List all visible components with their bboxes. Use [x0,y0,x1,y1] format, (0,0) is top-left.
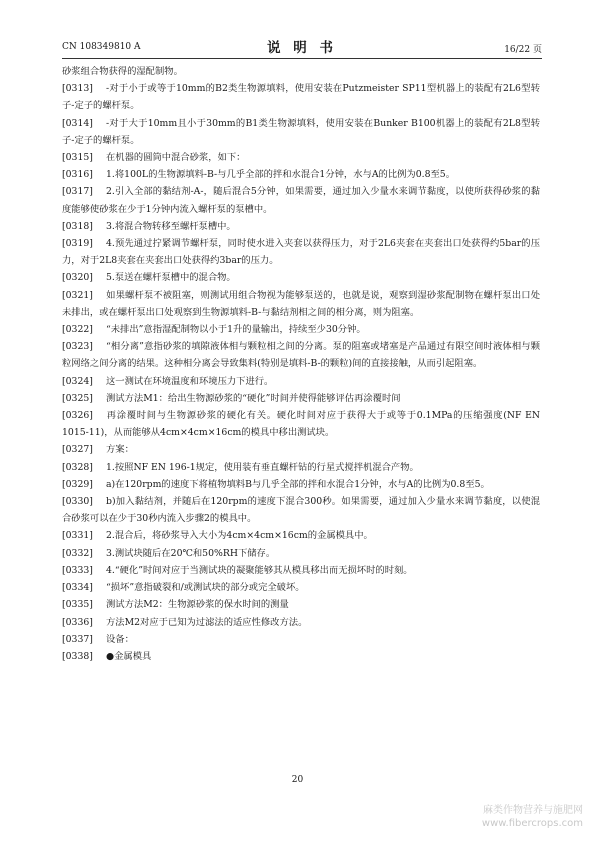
paragraph-text: 4.“硬化”时间对应于当测试块的凝聚能够其从模具移出而无损坏时的时刻。 [106,564,413,576]
watermark [482,804,583,830]
paragraph-text: “未排出”意指湿配制物以小于1升的量输出，持续至少30分钟。 [106,324,366,336]
publication-number: CN 108349810 A [62,42,141,52]
paragraph-text: 4.预先通过拧紧调节螺杆泵，同时使水进入夹套以获得压力，对于2L6夹套在夹套出口处获得约5bar的压力，对于2L8夹套在夹套出口处获得约3bar的压力。 [62,238,540,267]
paragraph [62,287,540,321]
header-divider [62,58,542,59]
paragraph-text: 再涂覆时间与生物源砂浆的硬化有关。硬化时间对应于获得大于或等于0.1MPa的压缩强度(NF EN 1015-11)，从而能够从4cm×4cm×16cm的模具中移出测试块。 [62,410,540,439]
paragraph-text: 测试方法M2：生物源砂浆的保水时间的测量 [106,599,289,611]
paragraph-number: [0320] [62,272,93,284]
paragraph-number: [0331] [62,530,93,542]
paragraph [62,321,540,338]
paragraph-text: 1.将100L的生物源填料-B-与几乎全部的拌和水混合1分钟，水与A的比例为0.8至5。 [106,169,456,181]
paragraph-number: [0315] [62,152,93,164]
paragraph-number: [0335] [62,599,93,611]
paragraph-number: [0329] [62,478,93,490]
paragraph [62,579,540,596]
paragraph-number: [0324] [62,375,93,387]
paragraph [62,235,540,269]
page-counter: 16/22 页 [504,45,542,55]
paragraph-text: 如果螺杆泵不被阻塞，则测试用组合物视为能够泵送的，也就是说，观察到湿砂浆配制物在螺杆泵出口处未排出，或在螺杆泵出口处观察到生物源填料-B-与黏结剂相之间的相分离，则为阻塞。 [62,289,540,318]
page-header [62,36,542,56]
paragraph-number: [0330] [62,496,93,508]
paragraph-list [62,80,540,665]
paragraph-text: -对于大于10mm且小于30mm的B1类生物源填料，使用安装在Bunker B100机器上的装配有2L8型转子-定子的螺杆泵。 [62,117,540,146]
paragraph-text: “相分离”意指砂浆的填隙液体相与颗粒相之间的分离。泵的阻塞或堵塞是产品通过有限空间时液体相与颗粒网络之间分离的结果。这种相分离会导致集料(特别是填料-B-的颗粒)间的直接接触，从而引起阻塞。 [62,341,540,370]
paragraph-number: [0337] [62,633,93,645]
paragraph [62,459,540,476]
paragraph-text: 1.按照NF EN 196-1规定，使用装有垂直螺杆钻的行星式搅拌机混合产物。 [106,461,419,473]
paragraph [62,80,540,114]
paragraph [62,476,540,493]
paragraph [62,562,540,579]
paragraph [62,493,540,527]
paragraph-number: [0323] [62,341,93,353]
watermark-url: www.fibercrops.com [481,818,583,829]
paragraph-number: [0336] [62,616,93,628]
continuation-text: 砂浆组合物获得的湿配制物。 [62,66,183,77]
paragraph-number: [0338] [62,650,93,662]
paragraph [62,390,540,407]
paragraph [62,614,540,631]
paragraph-number: [0314] [62,117,93,129]
paragraph [62,338,540,372]
paragraph [62,631,540,648]
document-body [62,63,540,665]
paragraph [62,183,540,217]
paragraph-text: 方法M2对应于已知为过滤法的适应性修改方法。 [106,616,308,628]
paragraph-text: 3.将混合物转移至螺杆泵槽中。 [106,220,236,232]
watermark-site-name: 麻类作物营养与施肥网 [483,805,583,816]
paragraph-number: [0333] [62,564,93,576]
paragraph-text: -对于小于或等于10mm的B2类生物源填料，使用安装在Putzmeister SP11型机器上的装配有2L6型转子-定子的螺杆泵。 [62,83,540,112]
paragraph [62,596,540,613]
paragraph-number: [0332] [62,547,93,559]
paragraph [62,527,540,544]
paragraph-number: [0327] [62,444,93,456]
paragraph-text: “损坏”意指破裂和/或测试块的部分或完全破坏。 [106,582,305,594]
paragraph-text: 设备： [106,633,134,645]
paragraph-text: 2.混合后，将砂浆导入大小为4cm×4cm×16cm的金属模具中。 [106,530,373,542]
paragraph-text: 5.泵送在螺杆泵槽中的混合物。 [106,272,236,284]
paragraph-text: 3.测试块随后在20℃和50%RH下储存。 [106,547,276,559]
paragraph-number: [0313] [62,83,93,95]
paragraph-text: 方案： [106,444,134,456]
paragraph-text: 这一测试在环境温度和环境压力下进行。 [106,375,274,387]
paragraph [62,166,540,183]
paragraph-text: b)加入黏结剂，并随后在120rpm的速度下混合300秒。如果需要，通过加入少量水来调节黏度，以使混合砂浆可以在少于30秒内流入步骤2的模具中。 [62,496,540,525]
paragraph-number: [0319] [62,238,93,250]
paragraph-number: [0328] [62,461,93,473]
paragraph [62,648,540,665]
page-number: 20 [291,775,304,785]
paragraph-number: [0326] [62,410,93,422]
paragraph [62,407,540,441]
paragraph [62,218,540,235]
paragraph-number: [0316] [62,169,93,181]
paragraph-number: [0325] [62,392,93,404]
paragraph [62,441,540,458]
paragraph-text: 2.引入全部的黏结剂-A-，随后混合5分钟，如果需要，通过加入少量水来调节黏度，以使所获得砂浆的黏度能够使砂浆在少于1分钟内流入螺杆泵的泵槽中。 [62,186,540,215]
paragraph-text: 在机器的圆筒中混合砂浆，如下： [106,152,246,164]
paragraph [62,269,540,286]
paragraph [62,373,540,390]
paragraph-text: 测试方法M1：给出生物源砂浆的“硬化”时间并使得能够评估再涂覆时间 [106,392,401,404]
paragraph [62,545,540,562]
paragraph-number: [0321] [62,289,93,301]
paragraph-number: [0317] [62,186,93,198]
paragraph-text: ●金属模具 [106,650,152,662]
paragraph [62,115,540,149]
paragraph-number: [0318] [62,220,93,232]
paragraph-number: [0322] [62,324,93,336]
paragraph-text: a)在120rpm的速度下将植物填料B与几乎全部的拌和水混合1分钟，水与A的比例为0.8至5。 [106,478,490,490]
paragraph-number: [0334] [62,582,93,594]
paragraph [62,149,540,166]
document-title: 说 明 书 [267,40,337,56]
